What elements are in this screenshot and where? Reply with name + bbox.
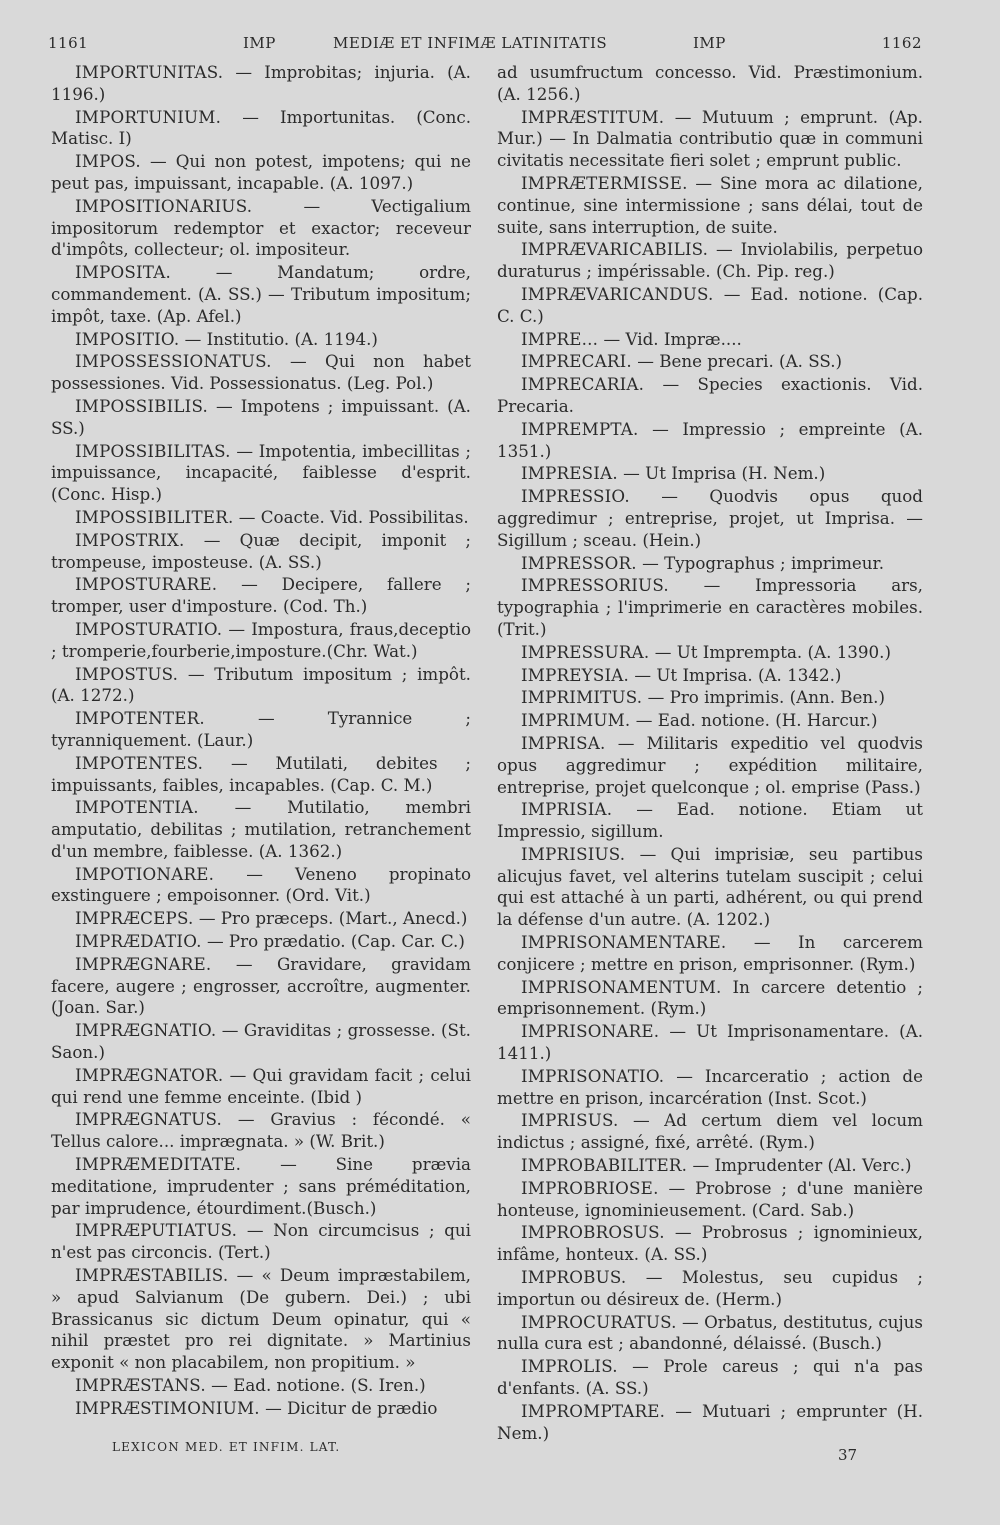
- entry-headword: IMPRÆSTIMONIUM.: [75, 1397, 260, 1418]
- entry-headword: IMPOTENTES.: [75, 752, 204, 773]
- dictionary-entry: [497, 1267, 923, 1311]
- entry-definition: — Ut Imprempta. (A. 1390.): [654, 641, 891, 662]
- entry-definition: — Mandatum; ordre, commandement. (A. SS.) — Tributum impositum; impôt, taxe. (Ap. Afel.): [51, 262, 471, 326]
- entry-headword: IMPRÆGNATOR.: [75, 1064, 224, 1085]
- running-header: [48, 34, 922, 58]
- entry-headword: IMPRISIUS.: [521, 843, 626, 864]
- entry-headword: IMPROBRIOSE.: [521, 1177, 659, 1198]
- dictionary-entry: [497, 1222, 923, 1266]
- entry-definition: — Ead. notione. (H. Harcur.): [635, 710, 878, 731]
- dictionary-entry: [51, 62, 471, 106]
- entry-definition: — Militaris expeditio vel quodvis opus aggredimur ; expédition militaire, entreprise, projet quelconque ; ol. emprise (Pass.): [497, 732, 923, 797]
- entry-definition: — Dicitur de prædio: [265, 1397, 438, 1418]
- dictionary-entry: [51, 619, 471, 663]
- entry-definition: — Importunitas. (Conc. Matisc. I): [51, 106, 472, 149]
- dictionary-entry: [497, 329, 923, 351]
- dictionary-entry: [51, 708, 471, 752]
- entry-definition: — Impostura, fraus,deceptio ; tromperie,fourberie,imposture.(Chr. Wat.): [51, 618, 471, 661]
- dictionary-entry: [497, 642, 923, 664]
- dictionary-entry: [497, 1312, 923, 1356]
- entry-headword: IMPRÆSTITUM.: [521, 106, 665, 127]
- entry-definition: — Impressio ; empreinte (A. 1351.): [497, 418, 923, 461]
- dictionary-entry: [51, 908, 471, 930]
- entry-definition: — Pro præceps. (Mart., Anecd.): [198, 908, 468, 929]
- entry-headword: IMPRÆCEPS.: [75, 908, 194, 929]
- signature-mark: 37: [838, 1446, 858, 1464]
- entry-definition: — Probrosus ; ignominieux, infâme, honteux. (A. SS.): [497, 1222, 923, 1265]
- dictionary-entry: [497, 374, 923, 418]
- footer-title: LEXICON MED. ET INFIM. LAT.: [112, 1440, 341, 1454]
- entry-headword: IMPOS.: [75, 151, 141, 172]
- dictionary-entry: [497, 284, 923, 328]
- entry-headword: IMPRÆDATIO.: [75, 931, 202, 952]
- header-right-abbrev: IMP: [693, 34, 726, 52]
- entry-definition: — Qui imprisiæ, seu partibus alicujus favet, vel alterins tutelam suscipit ; celui qui est attaché à un parti, adhérent, ou qui prend la défense d'un autre. (A. 1202.): [497, 843, 923, 930]
- dictionary-entry: [497, 844, 923, 931]
- entry-headword: IMPROBUS.: [521, 1267, 627, 1288]
- entry-headword: IMPORTUNIUM.: [75, 106, 222, 127]
- entry-definition: — Prole careus ; qui n'a pas d'enfants. (A. SS.): [497, 1356, 923, 1399]
- entry-headword: IMPRISIA.: [521, 799, 613, 820]
- entry-headword: IMPOTIONARE.: [75, 863, 215, 884]
- dictionary-entry: [51, 396, 471, 440]
- dictionary-entry: [497, 1066, 923, 1110]
- entry-definition: — Ut Imprisa (H. Nem.): [623, 463, 826, 484]
- dictionary-entry: [51, 664, 471, 708]
- dictionary-entry: [51, 107, 471, 151]
- entry-definition: — Coacte. Vid. Possibilitas.: [238, 506, 469, 527]
- dictionary-entry: [51, 196, 471, 261]
- entry-definition: — Quodvis opus quod aggredimur ; entreprise, projet, ut Imprisa. — Sigillum ; sceau. (Hein.): [497, 486, 923, 550]
- entry-headword: IMPORTUNITAS.: [75, 62, 224, 82]
- dictionary-entry: [497, 932, 923, 976]
- dictionary-entry: [497, 419, 923, 463]
- entry-definition: — Pro imprimis. (Ann. Ben.): [647, 687, 885, 708]
- entry-headword: IMPRECARIA.: [521, 374, 645, 395]
- dictionary-entry: [51, 574, 471, 618]
- entry-definition: — Vectigalium impositorum redemptor et exactor; receveur d'impôts, collecteur; ol. impositeur.: [51, 195, 471, 260]
- entry-headword: IMPRÆMEDITATE.: [75, 1154, 242, 1175]
- entry-definition: — Gravidare, gravidam facere, augere ; engrosser, accroître, augmenter. (Joan. Sar.): [51, 953, 471, 1018]
- dictionary-entry: [497, 733, 923, 798]
- entry-definition: — Ead. notione. (Cap. C. C.): [497, 283, 923, 326]
- dictionary-entry: [497, 687, 923, 709]
- dictionary-entry: [51, 1020, 471, 1064]
- entry-headword: IMPRISONARE.: [521, 1021, 660, 1042]
- entry-headword: IMPRISONATIO.: [521, 1065, 665, 1086]
- entry-headword: IMPREYSIA.: [521, 664, 630, 685]
- dictionary-entry: [497, 553, 923, 575]
- dictionary-entry: [497, 575, 923, 640]
- entry-headword: IMPROBABILITER.: [521, 1155, 688, 1176]
- entry-headword: IMPRESSIO.: [521, 486, 630, 507]
- entry-headword: IMPOSSIBILIS.: [75, 395, 209, 416]
- right-column: [497, 62, 923, 1445]
- dictionary-entry: [497, 977, 923, 1021]
- entry-headword: IMPOSSIBILITAS.: [75, 440, 231, 461]
- dictionary-entry: [497, 463, 923, 485]
- entry-definition: — Tyrannice ; tyranniquement. (Laur.): [51, 708, 471, 750]
- dictionary-entry: [497, 1356, 923, 1400]
- entry-headword: IMPRÆGNATUS.: [75, 1109, 222, 1130]
- dictionary-entry: [497, 62, 923, 106]
- entry-headword: IMPOSTURARE.: [75, 574, 218, 595]
- entry-headword: IMPRESSOR.: [521, 552, 637, 573]
- entry-headword: IMPRIMUM.: [521, 710, 631, 731]
- entry-definition: — Institutio. (A. 1194.): [184, 328, 378, 349]
- entry-definition: — Sine mora ac dilatione, continue, sine intermissione ; sans délai, tout de suite, sans interruption, de suite.: [497, 172, 923, 237]
- dictionary-entry: [51, 530, 471, 574]
- entry-definition: — Molestus, seu cupidus ; importun ou désireux de. (Herm.): [497, 1267, 923, 1309]
- dictionary-entry: [51, 797, 471, 862]
- entry-definition: — Vid. Impræ....: [603, 328, 742, 349]
- entry-headword: IMPRE...: [521, 328, 599, 349]
- entry-headword: IMPRÆGNARE.: [75, 953, 212, 974]
- entry-headword: IMPRESSORIUS.: [521, 575, 669, 596]
- entry-definition: — Veneno propinato exstinguere ; empoisonner. (Ord. Vit.): [51, 863, 471, 906]
- entry-definition: In carcere detentio ; emprisonnement. (Rym.): [497, 976, 923, 1019]
- entry-headword: IMPREMPTA.: [521, 418, 639, 439]
- entry-definition: — Impressoria ars, typographia ; l'imprimerie en caractères mobiles. (Trit.): [497, 575, 923, 639]
- entry-headword: IMPRÆGNATIO.: [75, 1020, 217, 1041]
- dictionary-entry: [51, 1065, 471, 1109]
- entry-headword: IMPRÆSTABILIS.: [75, 1265, 229, 1286]
- dictionary-entry: [497, 173, 923, 238]
- entry-headword: IMPOSITIONARIUS.: [75, 195, 253, 216]
- entry-definition: — Qui gravidam facit ; celui qui rend une femme enceinte. (Ibid ): [51, 1064, 471, 1107]
- entry-definition: — Inviolabilis, perpetuo duraturus ; impérissable. (Ch. Pip. reg.): [497, 239, 923, 282]
- entry-definition: — Improbitas; injuria. (A. 1196.): [51, 62, 471, 104]
- entry-definition: — Ead. notione. (S. Iren.): [211, 1375, 426, 1396]
- dictionary-entry: [497, 1178, 923, 1222]
- entry-definition: — Impotens ; impuissant. (A. SS.): [51, 395, 471, 438]
- entry-definition: — Mutuari ; emprunter (H. Nem.): [497, 1400, 924, 1443]
- dictionary-entry: [51, 262, 471, 327]
- dictionary-entry: [51, 954, 471, 1019]
- entry-definition: — Qui non habet possessiones. Vid. Possessionatus. (Leg. Pol.): [51, 351, 471, 394]
- entry-definition: — Bene precari. (A. SS.): [637, 351, 843, 372]
- entry-headword: IMPRÆTERMISSE.: [521, 172, 688, 193]
- entry-headword: IMPOSITIO.: [75, 328, 180, 349]
- dictionary-entry: [51, 1154, 471, 1219]
- left-column: [51, 62, 471, 1421]
- dictionary-entry: [51, 1220, 471, 1264]
- dictionary-entry: [51, 931, 471, 953]
- entry-headword: IMPRÆPUTIATUS.: [75, 1220, 238, 1241]
- dictionary-entry: [497, 486, 923, 551]
- entry-definition: — Non circumcisus ; qui n'est pas circoncis. (Tert.): [51, 1220, 472, 1263]
- entry-definition: — Mutilatio, membri amputatio, debilitas ; mutilation, retranchement d'un membre, faiblesse. (A. 1362.): [51, 797, 472, 861]
- entry-definition: — In carcerem conjicere ; mettre en prison, emprisonner. (Rym.): [497, 932, 923, 974]
- dictionary-entry: [51, 151, 471, 195]
- entry-headword: IMPRECARI.: [521, 351, 632, 372]
- dictionary-entry: [51, 753, 471, 797]
- entry-headword: IMPRESIA.: [521, 463, 618, 484]
- entry-headword: IMPOSTUS.: [75, 663, 179, 684]
- dictionary-entry: [497, 107, 923, 172]
- header-title: MEDIÆ ET INFIMÆ LATINITATIS: [333, 34, 608, 52]
- dictionary-entry: [51, 1109, 471, 1153]
- entry-definition: — « Deum impræstabilem, » apud Salvianum (De gubern. Dei.) ; ubi Brassicanus sic dictum Deum opinatur, qui « nihil præstet pro rei dignitate. » Martinius exponit « non placabilem, non propitium. »: [51, 1265, 471, 1373]
- entry-headword: IMPRISA.: [521, 732, 606, 753]
- entry-definition: — Imprudenter (Al. Verc.): [692, 1155, 912, 1176]
- dictionary-entry: [51, 507, 471, 529]
- dictionary-entry: [51, 1398, 471, 1420]
- entry-definition: — Impotentia, imbecillitas ; impuissance, incapacité, faiblesse d'esprit. (Conc. Hisp.): [51, 440, 472, 505]
- entry-definition: — Mutuum ; emprunt. (Ap. Mur.) — In Dalmatia contributio quæ in communi civitatis necessitate fieri solet ; emprunt public.: [497, 106, 923, 171]
- entry-headword: IMPROBROSUS.: [521, 1222, 665, 1243]
- entry-definition: ad usumfructum concesso. Vid. Præstimonium. (A. 1256.): [497, 62, 923, 104]
- dictionary-entry: [497, 710, 923, 732]
- entry-definition: — Sine prævia meditatione, imprudenter ; sans préméditation, par imprudence, étourdiment.(Busch.): [51, 1154, 471, 1218]
- dictionary-entry: [51, 864, 471, 908]
- dictionary-entry: [497, 1110, 923, 1154]
- entry-definition: — Tributum impositum ; impôt. (A. 1272.): [51, 663, 471, 706]
- entry-headword: IMPROMPTARE.: [521, 1400, 666, 1421]
- entry-definition: — Ut Imprisonamentare. (A. 1411.): [497, 1021, 923, 1064]
- entry-definition: — Pro prædatio. (Cap. Car. C.): [206, 931, 465, 952]
- entry-headword: IMPOTENTER.: [75, 708, 205, 729]
- entry-definition: — Orbatus, destitutus, cujus nulla cura est ; abandonné, délaissé. (Busch.): [497, 1311, 923, 1354]
- entry-definition: — Qui non potest, impotens; qui ne peut pas, impuissant, incapable. (A. 1097.): [51, 151, 471, 193]
- dictionary-entry: [51, 441, 471, 506]
- entry-headword: IMPOSSIBILITER.: [75, 506, 234, 527]
- entry-headword: IMPRESSURA.: [521, 641, 650, 662]
- entry-headword: IMPROCURATUS.: [521, 1311, 677, 1332]
- entry-definition: — Typographus ; imprimeur.: [642, 552, 885, 573]
- entry-definition: — Ut Imprisa. (A. 1342.): [634, 664, 842, 685]
- page-number-left: 1161: [48, 34, 89, 52]
- entry-headword: IMPRÆSTANS.: [75, 1375, 206, 1396]
- dictionary-entry: [51, 1375, 471, 1397]
- dictionary-entry: [51, 329, 471, 351]
- dictionary-entry: [497, 665, 923, 687]
- entry-headword: IMPOSITA.: [75, 262, 171, 283]
- entry-headword: IMPROLIS.: [521, 1356, 618, 1377]
- entry-definition: — Quæ decipit, imponit ; trompeuse, imposteuse. (A. SS.): [51, 529, 472, 572]
- entry-headword: IMPOSTRIX.: [75, 529, 185, 550]
- entry-definition: — Mutilati, debites ; impuissants, faibles, incapables. (Cap. C. M.): [51, 752, 471, 795]
- dictionary-entry: [497, 1021, 923, 1065]
- dictionary-entry: [51, 1265, 471, 1374]
- entry-definition: — Gravius : fécondé. « Tellus calore... imprægnata. » (W. Brit.): [51, 1109, 471, 1152]
- dictionary-entry: [497, 1401, 923, 1445]
- page-number-right: 1162: [881, 34, 922, 52]
- entry-headword: IMPRÆVARICABILIS.: [521, 239, 709, 260]
- entry-definition: — Ead. notione. Etiam ut Impressio, sigillum.: [497, 799, 923, 842]
- dictionary-entry: [497, 1155, 923, 1177]
- dictionary-entry: [497, 799, 923, 843]
- entry-headword: IMPRÆVARICANDUS.: [521, 283, 714, 304]
- entry-headword: IMPRISUS.: [521, 1110, 619, 1131]
- dictionary-entry: [497, 239, 923, 283]
- entry-definition: — Ad certum diem vel locum indictus ; assigné, fixé, arrêté. (Rym.): [497, 1110, 923, 1153]
- entry-definition: — Species exactionis. Vid. Precaria.: [497, 374, 923, 416]
- entry-definition: — Probrose ; d'une manière honteuse, ignominieusement. (Card. Sab.): [497, 1177, 923, 1220]
- dictionary-entry: [497, 351, 923, 373]
- header-left-abbrev: IMP: [243, 34, 276, 52]
- entry-definition: — Graviditas ; grossesse. (St. Saon.): [51, 1020, 471, 1063]
- entry-definition: — Decipere, fallere ; tromper, user d'imposture. (Cod. Th.): [51, 574, 471, 617]
- entry-headword: IMPRIMITUS.: [521, 687, 643, 708]
- entry-headword: IMPOTENTIA.: [75, 797, 199, 818]
- entry-headword: IMPRISONAMENTUM.: [521, 976, 722, 997]
- entry-headword: IMPRISONAMENTARE.: [521, 932, 727, 953]
- entry-definition: — Incarceratio ; action de mettre en prison, incarcération (Inst. Scot.): [497, 1065, 923, 1108]
- entry-headword: IMPOSTURATIO.: [75, 618, 223, 639]
- dictionary-entry: [51, 351, 471, 395]
- entry-headword: IMPOSSESSIONATUS.: [75, 351, 272, 372]
